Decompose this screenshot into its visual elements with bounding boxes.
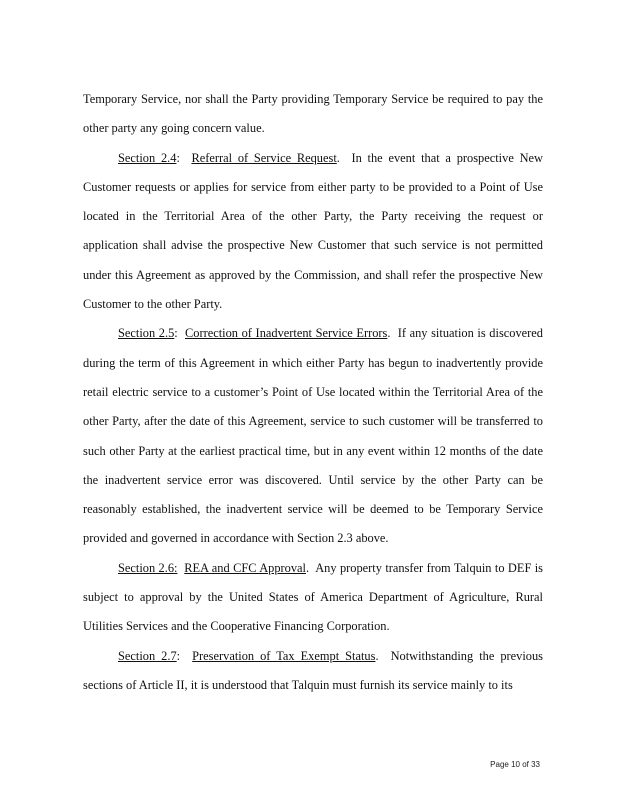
section-separator: : xyxy=(174,326,178,341)
section-2-6-paragraph: Section 2.6: REA and CFC Approval. Any property transfer from Talquin to DEF is subject to approval by the United States of America Department of Agriculture, Rural Utilities Services and the Cooperative Financing Corporation. xyxy=(83,560,544,634)
section-number: Section 2.7 xyxy=(118,648,177,663)
section-text: If any situation is discovered during the term of this Agreement in which either Party has begun to inadvertently provide retail electric service to a customer’s Point of Use located within the Territorial Area of the other Party, after the date of this Agreement, service to such customer will be transferred to such other Party at the earliest practical time, but in any event within 12 months of the date the inadvertent service error was discovered. Until service by the other Party can be reasonably established, the inadvertent service will be deemed to be Temporary Service provided and governed in accordance with Section 2.3 above. xyxy=(83,326,543,546)
section-title: REA and CFC Approval xyxy=(184,560,307,575)
section-separator: : xyxy=(176,150,180,165)
continuation-paragraph: Temporary Service, nor shall the Party providing Temporary Service be required to pay the other party any going concern value. xyxy=(83,92,543,136)
page-number-footer: Page 10 of 33 xyxy=(490,760,540,769)
section-number: Section 2.5 xyxy=(118,326,175,341)
section-2-7-paragraph: Section 2.7: Preservation of Tax Exempt Status. Notwithstanding the previous sections of Article II, it is understood that Talquin must furnish its service mainly to its xyxy=(83,648,544,692)
section-text: Any property transfer from Talquin to DEF is subject to approval by the United States of America Department of Agriculture, Rural Utilities Services and the Cooperative Financing Corporation. xyxy=(83,560,544,634)
section-text: In the event that a prospective New Customer requests or applies for service from either party to be provided to a Point of Use located in the Territorial Area of the other Party, the Party receiving the request or application shall advise the prospective New Customer that such service is not permitted under this Agreement as approved by the Commission, and shall refer the prospective New Customer to the other Party. xyxy=(83,150,543,312)
section-number: Section 2.4 xyxy=(118,150,177,165)
section-title: Preservation of Tax Exempt Status xyxy=(192,648,376,663)
section-number: Section 2.6: xyxy=(118,560,178,575)
section-2-4-paragraph: Section 2.4: Referral of Service Request. In the event that a prospective New Customer requests or applies for service from either party to be provided to a Point of Use located in the Territorial Area of the other Party, the Party receiving the request or application shall advise the prospective New Customer that such service is not permitted under this Agreement as approved by the Commission, and shall refer the prospective New Customer to the other Party. xyxy=(83,150,543,312)
document-body xyxy=(83,85,543,700)
section-title: Correction of Inadvertent Service Errors xyxy=(185,326,388,341)
section-separator: : xyxy=(176,648,181,663)
section-text: Notwithstanding the previous sections of Article II, it is understood that Talquin must furnish its service mainly to its xyxy=(83,648,544,692)
section-2-5-paragraph: Section 2.5: Correction of Inadvertent Service Errors. If any situation is discovered during the term of this Agreement in which either Party has begun to inadvertently provide retail electric service to a customer’s Point of Use located within the Territorial Area of the other Party, after the date of this Agreement, service to such customer will be transferred to such other Party at the earliest practical time, but in any event within 12 months of the date the inadvertent service error was discovered. Until service by the other Party can be reasonably established, the inadvertent service will be deemed to be Temporary Service provided and governed in accordance with Section 2.3 above. xyxy=(83,326,543,546)
section-title: Referral of Service Request xyxy=(191,150,337,165)
